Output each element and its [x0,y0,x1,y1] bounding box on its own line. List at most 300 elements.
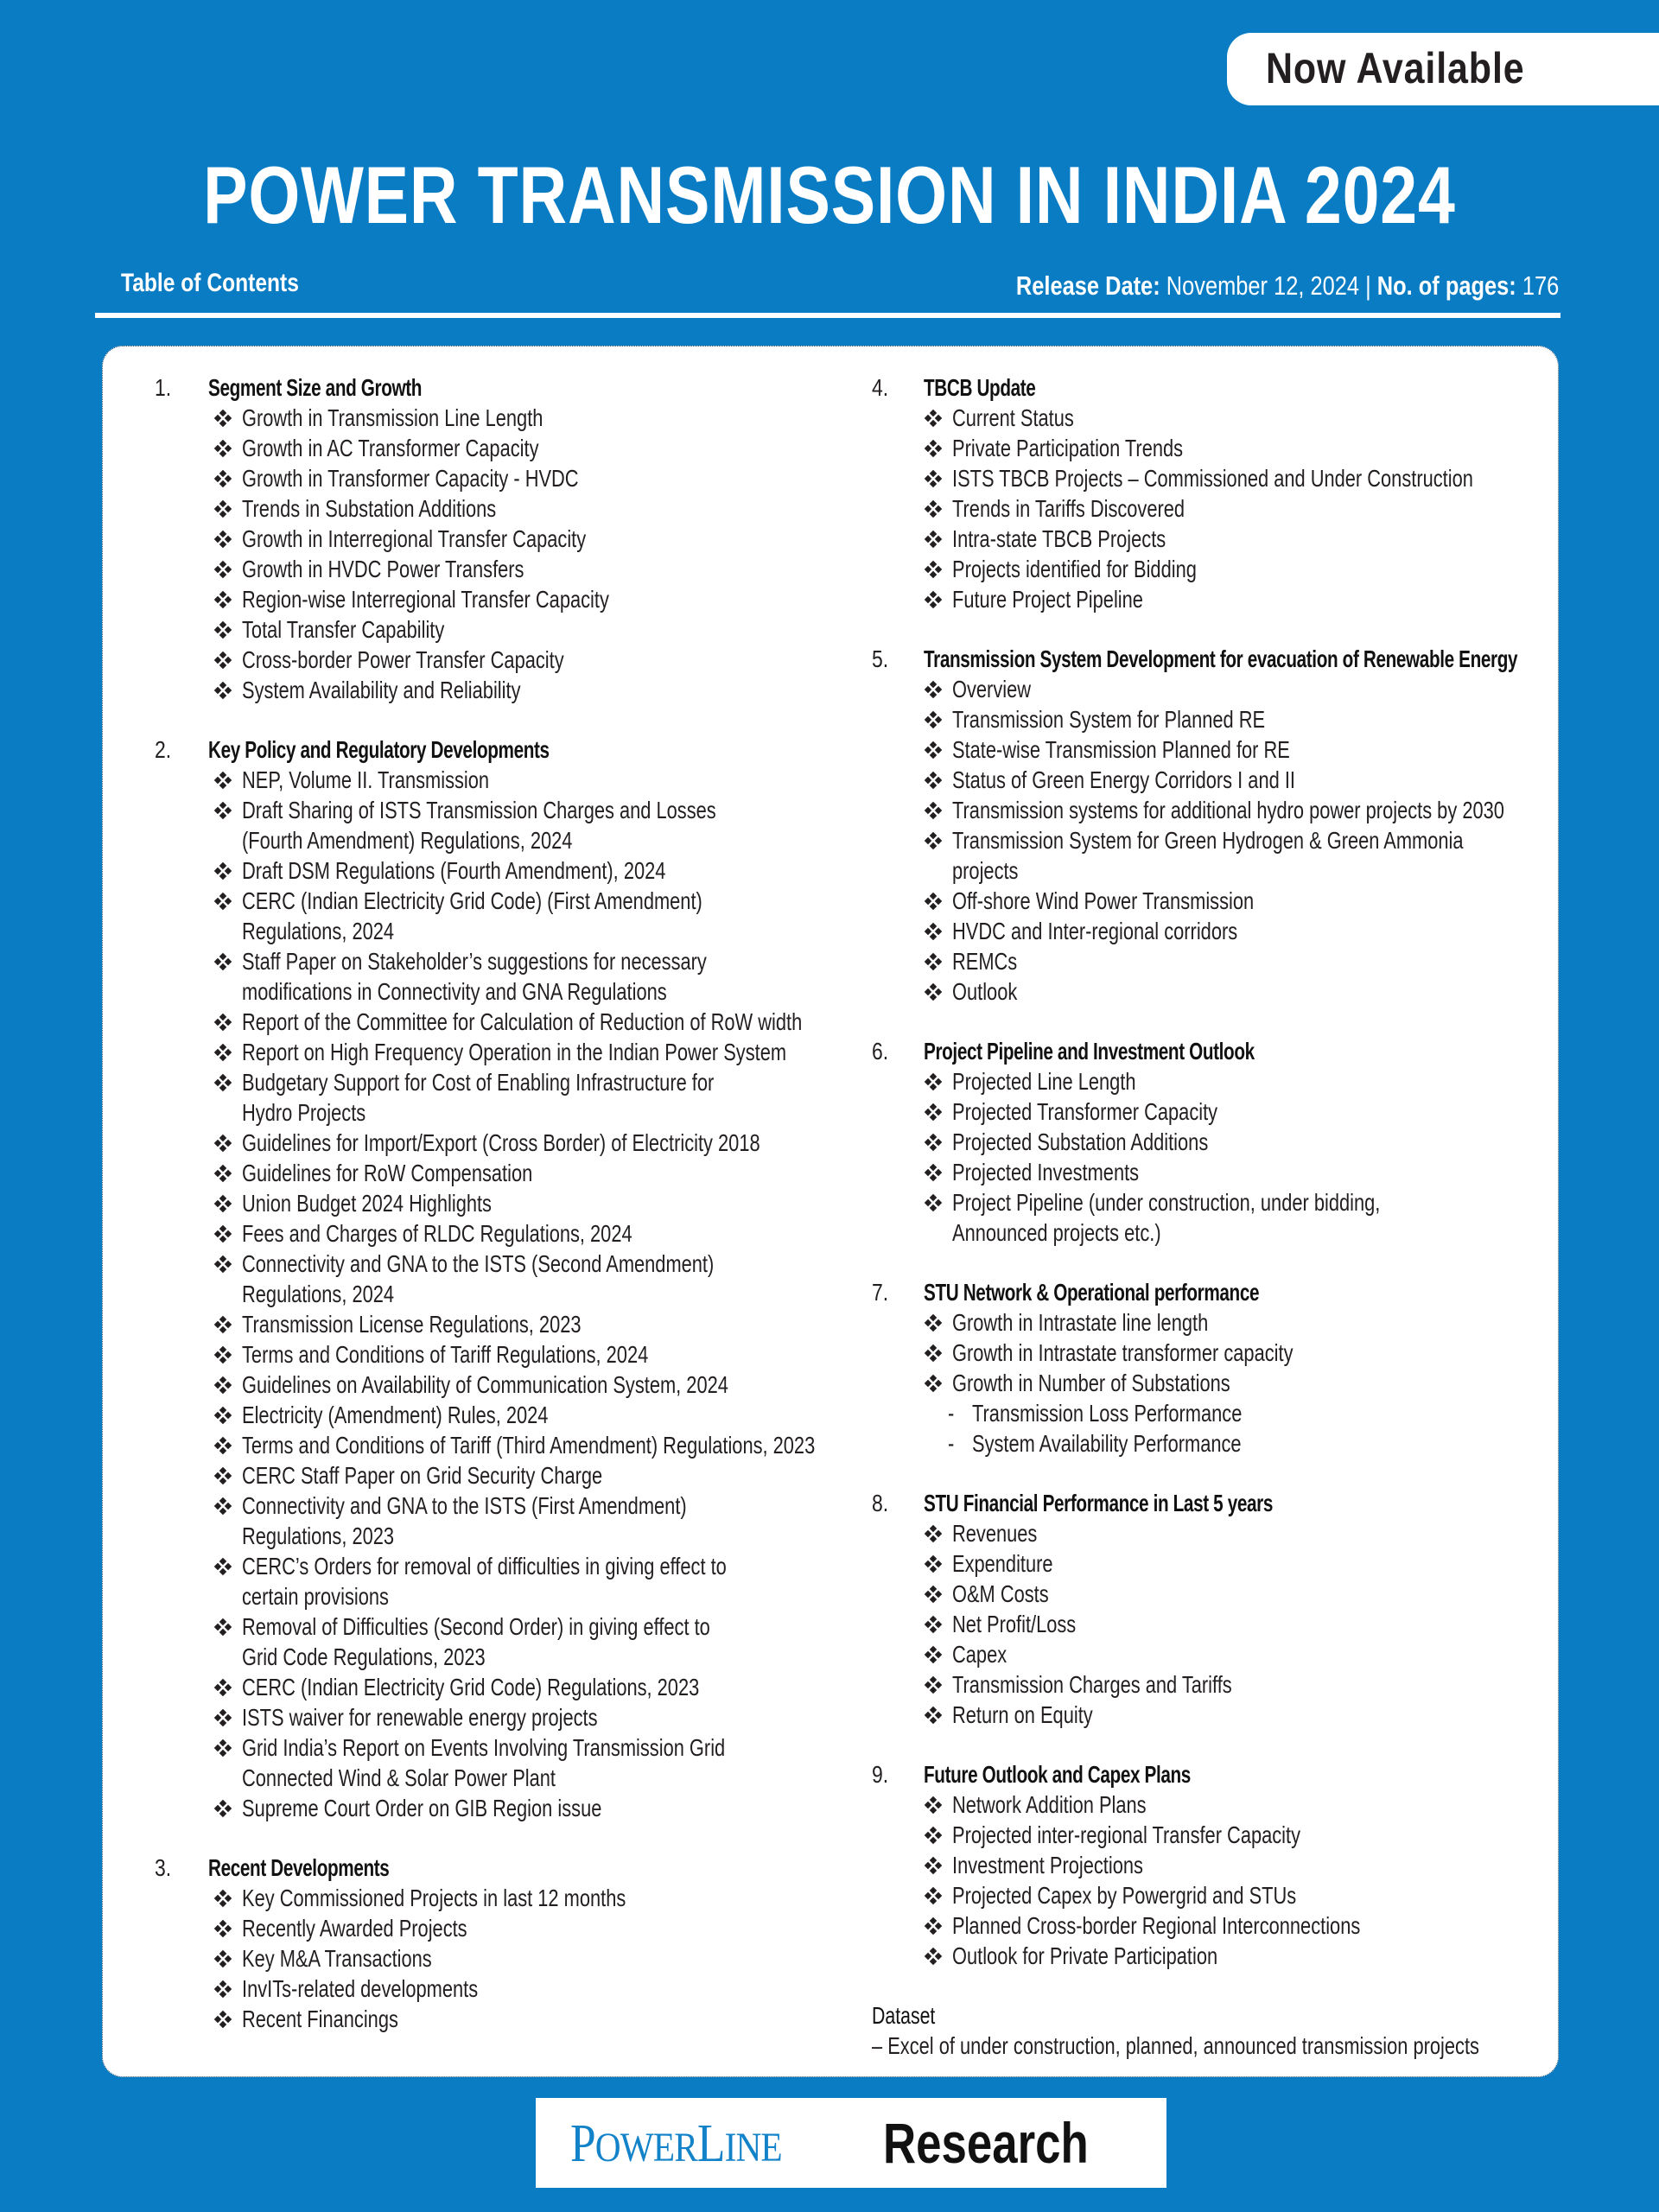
toc-item-line: Terms and Conditions of Tariff Regulations, 2024 [242,1341,649,1368]
toc-item [213,795,932,855]
diamond-bullet-icon [924,554,946,584]
toc-item-line: InvITs-related developments [242,1975,479,2002]
section-heading [155,734,932,765]
toc-panel [102,346,1559,2077]
toc-item-text [242,1309,582,1339]
toc-item [213,403,932,433]
section-number: 6. [872,1038,889,1065]
toc-item-text [952,1669,1232,1700]
diamond-bullet-icon [213,433,236,463]
toc-item [924,704,1563,734]
toc-item-line: ISTS waiver for renewable energy projects [242,1704,598,1731]
toc-item [924,916,1563,946]
section-number: 4. [872,374,889,401]
release-date-value: November 12, 2024 [1166,270,1359,301]
diamond-bullet-icon [924,734,946,765]
toc-item-text [242,855,665,886]
toc-item [213,1309,932,1339]
diamond-bullet-icon [924,524,946,554]
diamond-bullet-icon [213,1370,236,1400]
toc-item-text [952,916,1237,946]
logo-letters: INE [724,2125,782,2171]
toc-item-line: Investment Projections [952,1852,1143,1878]
toc-item-line: Staff Paper on Stakeholder’s suggestions for necessary [242,948,707,975]
toc-item-text [952,1880,1296,1910]
diamond-bullet-icon [924,1096,946,1127]
header-divider [95,313,1560,318]
toc-item-line: Fees and Charges of RLDC Regulations, 2024 [242,1220,632,1247]
toc-item-text [952,403,1074,433]
toc-item-line: Announced projects etc.) [952,1219,1161,1246]
toc-item-line: NEP, Volume II. Transmission [242,766,490,793]
toc-item-text [952,1338,1293,1368]
toc-item-text [952,1639,1007,1669]
toc-item-line: Trends in Tariffs Discovered [952,495,1185,522]
toc-item [213,1339,932,1370]
toc-section [872,1277,1563,1459]
toc-item-line: Revenues [952,1520,1038,1547]
section-items [872,674,1563,1007]
diamond-bullet-icon [924,674,946,704]
toc-item [924,584,1563,614]
toc-item-line: Guidelines on Availability of Communication System, 2024 [242,1371,728,1398]
diamond-bullet-icon [213,1309,236,1339]
diamond-bullet-icon [213,795,236,825]
toc-item [924,463,1563,493]
toc-item-line: Transmission System for Planned RE [952,706,1266,733]
toc-item-line: Terms and Conditions of Tariff (Third Amendment) Regulations, 2023 [242,1432,816,1459]
report-title: POWER TRANSMISSION IN INDIA 2024 [203,149,1456,240]
toc-item-text [952,1789,1147,1820]
toc-item-text [952,1066,1136,1096]
toc-item [924,1579,1563,1609]
toc-item-text [242,1339,648,1370]
toc-section [872,1036,1563,1248]
section-number: 9. [872,1761,889,1788]
diamond-bullet-icon [924,1579,946,1609]
toc-item-line: Capex [952,1641,1007,1668]
diamond-bullet-icon [213,1158,236,1188]
diamond-bullet-icon [924,704,946,734]
toc-item-line: Draft Sharing of ISTS Transmission Charges and Losses [242,797,716,823]
toc-item-text [242,765,489,795]
toc-item-text [952,1548,1053,1579]
diamond-bullet-icon [924,1548,946,1579]
toc-item [924,886,1563,916]
toc-item-text [952,1187,1380,1248]
diamond-bullet-icon [924,1609,946,1639]
section-number: 3. [155,1854,172,1881]
diamond-bullet-icon [213,675,236,705]
section-number: 2. [155,736,172,763]
toc-item-text [242,1793,601,1823]
diamond-bullet-icon [924,825,946,855]
toc-item-line: certain provisions [242,1583,389,1610]
toc-item-text [952,584,1143,614]
toc-item-text [242,1188,492,1218]
toc-item [213,765,932,795]
section-items [872,1066,1563,1248]
diamond-bullet-icon [924,795,946,825]
toc-item-text [952,825,1464,886]
section-heading [872,1036,1563,1066]
dataset-title: Dataset [872,2002,936,2029]
diamond-bullet-icon [213,1913,236,1943]
toc-item-text [242,584,609,614]
toc-item-line: CERC (Indian Electricity Grid Code) (First Amendment) [242,887,702,914]
diamond-bullet-icon [213,765,236,795]
diamond-bullet-icon [213,1732,236,1763]
toc-item [213,1007,932,1037]
toc-item [213,1460,932,1491]
toc-item [213,433,932,463]
toc-section [872,372,1563,614]
toc-item-line: Projected Line Length [952,1068,1136,1095]
release-info [1016,270,1559,302]
toc-item [213,584,932,614]
toc-item [213,1430,932,1460]
toc-item-line: Budgetary Support for Cost of Enabling Infrastructure for [242,1069,715,1096]
toc-item [213,675,932,705]
logo-letters: OWER [594,2125,697,2171]
toc-item [924,976,1563,1007]
toc-item [924,1820,1563,1850]
diamond-bullet-icon [924,1639,946,1669]
toc-item-text [242,403,543,433]
section-items [155,1883,932,2034]
toc-item-text [242,1460,602,1491]
toc-item-line: Recently Awarded Projects [242,1915,467,1942]
toc-right-sections [872,372,1563,1971]
toc-item-text [242,1158,532,1188]
toc-item-line: Planned Cross-border Regional Interconnections [952,1912,1361,1939]
toc-item-text [952,554,1197,584]
toc-item [213,1793,932,1823]
toc-item [924,1669,1563,1700]
toc-item-text [952,463,1473,493]
toc-subitem-text: Transmission Loss Performance [972,1400,1243,1427]
section-items [872,1518,1563,1730]
toc-item-text [952,1127,1208,1157]
diamond-bullet-icon [213,1339,236,1370]
diamond-bullet-icon [924,1941,946,1971]
diamond-bullet-icon [924,1187,946,1217]
toc-item [213,1672,932,1702]
toc-item-text [952,674,1031,704]
section-heading [155,372,932,403]
section-number: 7. [872,1279,889,1306]
toc-item-text [242,886,702,946]
release-separator: | [1364,270,1371,301]
dataset-description: – Excel of under construction, planned, announced transmission projects [872,2032,1479,2059]
toc-item [213,1400,932,1430]
toc-left-column [155,372,932,2063]
diamond-bullet-icon [213,1218,236,1249]
toc-subitem [948,1398,1563,1428]
diamond-bullet-icon [213,1974,236,2004]
toc-item-line: Recent Financings [242,2005,398,2032]
diamond-bullet-icon [213,1551,236,1581]
toc-item-line: HVDC and Inter-regional corridors [952,918,1238,944]
diamond-bullet-icon [213,584,236,614]
toc-subitem-text: System Availability Performance [972,1430,1242,1457]
toc-item [924,1518,1563,1548]
toc-item-text [242,1067,714,1128]
diamond-bullet-icon [213,1702,236,1732]
diamond-bullet-icon [924,1518,946,1548]
toc-item-text [242,645,564,675]
toc-item-line: Current Status [952,404,1074,431]
toc-item [924,1910,1563,1941]
toc-section [872,1488,1563,1730]
toc-item-line: Outlook [952,978,1018,1005]
toc-item-line: Growth in AC Transformer Capacity [242,435,539,461]
toc-item-line: Guidelines for Import/Export (Cross Border) of Electricity 2018 [242,1129,760,1156]
diamond-bullet-icon [213,403,236,433]
toc-item-line: O&M Costs [952,1580,1049,1607]
toc-item-text [242,675,520,705]
research-wordmark: Research [883,2111,1089,2175]
toc-section [155,1853,932,2034]
toc-item [213,524,932,554]
toc-item [213,1913,932,1943]
release-date-label: Release Date: [1015,270,1160,301]
toc-item-line: Total Transfer Capability [242,616,445,643]
diamond-bullet-icon [213,1943,236,1974]
diamond-bullet-icon [213,2004,236,2034]
diamond-bullet-icon [924,886,946,916]
toc-item-line: Key M&A Transactions [242,1945,432,1972]
toc-item [924,1639,1563,1669]
toc-item [213,886,932,946]
toc-item-text [242,614,444,645]
toc-item-text [242,1128,760,1158]
toc-item-text [242,1732,725,1793]
diamond-bullet-icon [213,1249,236,1279]
toc-heading: Table of Contents [121,269,299,297]
section-title: Key Policy and Regulatory Developments [208,736,550,763]
toc-item [924,403,1563,433]
section-items [155,765,932,1823]
toc-item-line: Growth in Interregional Transfer Capacity [242,525,587,552]
toc-item-line: Electricity (Amendment) Rules, 2024 [242,1402,549,1428]
diamond-bullet-icon [213,493,236,524]
diamond-bullet-icon [213,1188,236,1218]
diamond-bullet-icon [213,946,236,976]
logo-letter: L [696,2114,725,2173]
toc-item [924,1368,1563,1398]
toc-item-line: Transmission systems for additional hydro power projects by 2030 [952,797,1504,823]
toc-item-text [242,433,538,463]
toc-item-line: modifications in Connectivity and GNA Regulations [242,978,667,1005]
toc-item-text [952,1518,1037,1548]
toc-item-text [242,1218,632,1249]
section-heading [155,1853,932,1883]
toc-item [213,493,932,524]
section-title: TBCB Update [924,374,1036,401]
diamond-bullet-icon [924,1789,946,1820]
toc-item-text [952,1609,1076,1639]
toc-item-line: Project Pipeline (under construction, under bidding, [952,1189,1381,1216]
toc-item-text [952,1157,1139,1187]
toc-item-line: Connectivity and GNA to the ISTS (Second Amendment) [242,1250,715,1277]
diamond-bullet-icon [924,1368,946,1398]
diamond-bullet-icon [924,1157,946,1187]
toc-item [213,1551,932,1611]
diamond-bullet-icon [924,1669,946,1700]
toc-item-text [952,765,1295,795]
diamond-bullet-icon [213,1400,236,1430]
diamond-bullet-icon [924,946,946,976]
pages-value: 176 [1522,270,1559,301]
diamond-bullet-icon [924,584,946,614]
toc-item [924,493,1563,524]
section-heading [872,1759,1563,1789]
toc-item-text [242,1611,710,1672]
toc-item-line: Future Project Pipeline [952,586,1143,613]
dash-bullet: - [948,1400,955,1427]
toc-item-line: Connected Wind & Solar Power Plant [242,1764,556,1791]
toc-item [924,1096,1563,1127]
toc-item-text [242,795,716,855]
toc-item [924,1941,1563,1971]
toc-item-line: Projected Substation Additions [952,1128,1209,1155]
toc-item-line: Off-shore Wind Power Transmission [952,887,1255,914]
toc-item-text [242,2004,398,2034]
toc-item [924,1548,1563,1579]
toc-item-line: Removal of Difficulties (Second Order) in giving effect to [242,1613,710,1640]
toc-item-line: State-wise Transmission Planned for RE [952,736,1290,763]
diamond-bullet-icon [924,1127,946,1157]
toc-item-line: Transmission System for Green Hydrogen & Green Ammonia [952,827,1464,854]
toc-item-line: CERC Staff Paper on Grid Security Charge [242,1462,603,1489]
toc-item-line: Projects identified for Bidding [952,556,1197,582]
toc-item-text [242,1037,786,1067]
toc-item-text [952,524,1166,554]
section-title: STU Network & Operational performance [924,1279,1260,1306]
dash-bullet: - [948,1430,955,1457]
toc-item [213,946,932,1007]
diamond-bullet-icon [924,433,946,463]
diamond-bullet-icon [924,1850,946,1880]
toc-item [213,2004,932,2034]
toc-item-line: Growth in Transformer Capacity - HVDC [242,465,579,492]
toc-item-text [242,463,579,493]
toc-item-line: Regulations, 2024 [242,1281,395,1307]
diamond-bullet-icon [924,976,946,1007]
diamond-bullet-icon [213,886,236,916]
toc-item-line: Growth in Transmission Line Length [242,404,543,431]
powerline-research-logo [536,2098,1166,2188]
toc-item [213,1037,932,1067]
toc-item-text [242,1491,687,1551]
toc-item-text [952,1820,1300,1850]
toc-item-line: Region-wise Interregional Transfer Capacity [242,586,609,613]
diamond-bullet-icon [213,1128,236,1158]
toc-item-line: Expenditure [952,1550,1053,1577]
toc-item [213,554,932,584]
toc-item-line: Hydro Projects [242,1099,366,1126]
toc-section [155,734,932,1823]
toc-item-text [242,1400,548,1430]
section-title: STU Financial Performance in Last 5 years [924,1490,1274,1516]
section-title: Segment Size and Growth [208,374,423,401]
toc-item [924,1157,1563,1187]
toc-item-line: CERC’s Orders for removal of difficulties in giving effect to [242,1553,727,1580]
diamond-bullet-icon [924,1880,946,1910]
now-available-badge [1227,33,1659,105]
toc-item [924,765,1563,795]
section-number: 1. [155,374,172,401]
toc-item-line: Outlook for Private Participation [952,1942,1218,1969]
toc-item [213,1218,932,1249]
toc-item [213,1974,932,2004]
toc-item-text [952,493,1185,524]
toc-item [213,614,932,645]
toc-item-line: Transmission Charges and Tariffs [952,1671,1232,1698]
toc-item [213,1188,932,1218]
toc-item-line: Supreme Court Order on GIB Region issue [242,1795,602,1821]
toc-item [924,1789,1563,1820]
toc-item-text [952,704,1265,734]
toc-right-column [872,372,1563,2061]
toc-item [213,1491,932,1551]
section-items [155,403,932,705]
toc-item [213,1702,932,1732]
diamond-bullet-icon [213,463,236,493]
toc-item-line: REMCs [952,948,1018,975]
toc-item [924,1127,1563,1157]
diamond-bullet-icon [924,463,946,493]
section-heading [872,372,1563,403]
toc-item-text [952,1096,1217,1127]
diamond-bullet-icon [213,855,236,886]
toc-item-text [952,433,1183,463]
toc-item-line: Key Commissioned Projects in last 12 months [242,1885,626,1911]
diamond-bullet-icon [924,1338,946,1368]
section-heading [872,644,1563,674]
section-title: Project Pipeline and Investment Outlook [924,1038,1255,1065]
toc-item [924,1850,1563,1880]
toc-item-text [242,1943,432,1974]
diamond-bullet-icon [213,1491,236,1521]
toc-item-text [242,493,496,524]
toc-item-line: Projected Capex by Powergrid and STUs [952,1882,1297,1909]
section-title: Transmission System Development for evacuation of Renewable Energy [924,645,1518,672]
dataset-section [872,2000,1563,2061]
pages-label: No. of pages: [1376,270,1516,301]
toc-item-text [952,976,1017,1007]
toc-item-line: CERC (Indian Electricity Grid Code) Regulations, 2023 [242,1674,700,1700]
toc-item-text [952,795,1504,825]
toc-item-line: Report on High Frequency Operation in the Indian Power System [242,1039,787,1065]
diamond-bullet-icon [924,493,946,524]
toc-item-text [952,1307,1208,1338]
toc-item [213,1370,932,1400]
toc-item [924,1609,1563,1639]
toc-item-text [952,734,1290,765]
toc-item [924,946,1563,976]
toc-item-line: Trends in Substation Additions [242,495,497,522]
toc-item-line: Status of Green Energy Corridors I and II [952,766,1295,793]
diamond-bullet-icon [213,524,236,554]
toc-item-line: projects [952,857,1019,884]
toc-item [213,1249,932,1309]
diamond-bullet-icon [924,765,946,795]
toc-section [872,1759,1563,1971]
diamond-bullet-icon [213,1611,236,1642]
toc-item-text [242,524,586,554]
